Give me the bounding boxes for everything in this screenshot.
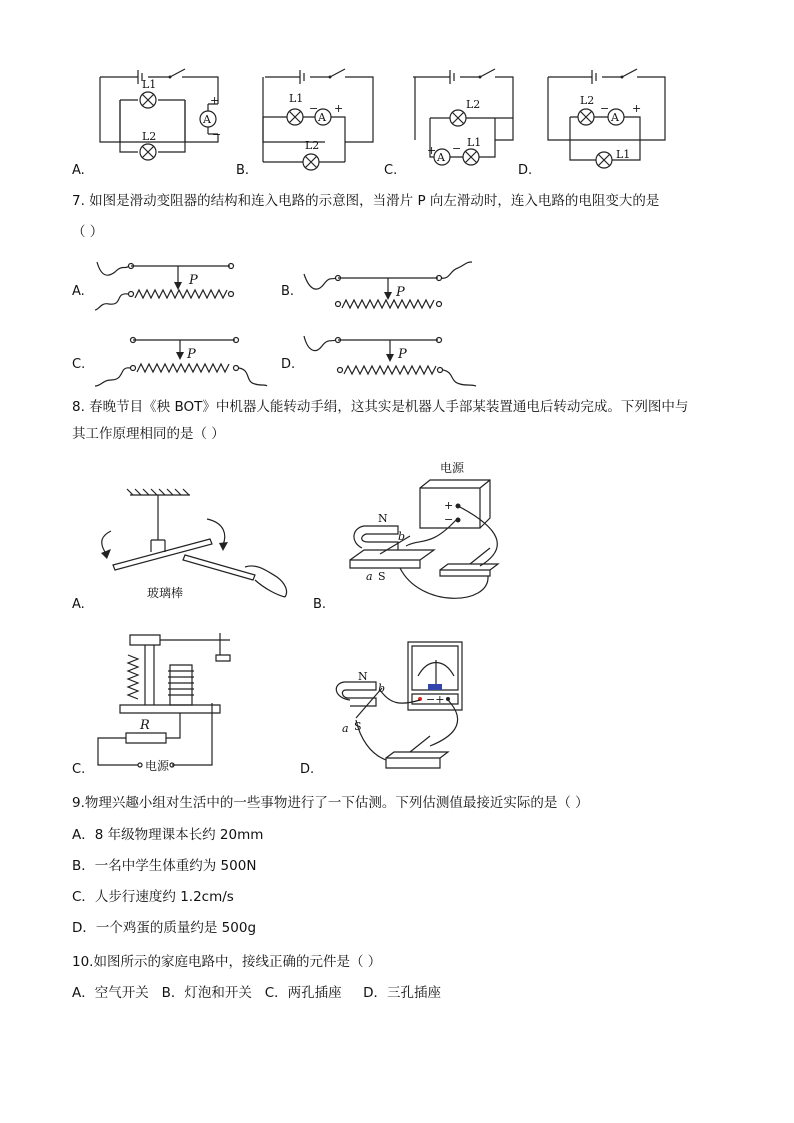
question-9-option-b: B．一名中学生体重约为 500N	[72, 858, 257, 874]
svg-text:−: −	[452, 142, 462, 155]
question-9-option-d: D．一个鸡蛋的质量约是 500g	[72, 920, 257, 936]
svg-text:L1: L1	[289, 92, 304, 105]
svg-text:+: +	[427, 144, 437, 157]
electromagnet-relay-figure	[90, 625, 250, 775]
svg-text:P: P	[187, 347, 196, 362]
circuit-diagram-c	[405, 62, 535, 172]
question-7-blank: （ ）	[72, 224, 104, 240]
svg-text:a: a	[342, 722, 349, 735]
svg-text:N: N	[378, 512, 388, 525]
svg-text:L2: L2	[466, 98, 481, 111]
galvanometer-figure	[320, 628, 500, 778]
svg-text:P: P	[396, 285, 405, 300]
rheostat-diagram-a	[95, 258, 255, 318]
question-7-text: 7. 如图是滑动变阻器的结构和连入电路的示意图，当滑片 P 向左滑动时，连入电路的电阻变大的是	[72, 193, 660, 209]
option-label: D.	[300, 762, 315, 777]
ammeter-symbol: A	[203, 113, 211, 126]
svg-text:−: −	[212, 128, 222, 141]
svg-text:b: b	[398, 530, 406, 543]
svg-text:+: +	[632, 102, 642, 115]
svg-text:A: A	[318, 111, 326, 124]
svg-text:A: A	[437, 151, 445, 164]
svg-text:−: −	[600, 102, 610, 115]
svg-text:+: +	[210, 94, 220, 107]
question-8-text-line2: 其工作原理相同的是（ ）	[72, 426, 225, 442]
magnet-rail-power-figure	[340, 458, 540, 608]
circuit-diagram-a	[90, 62, 220, 172]
svg-text:L1: L1	[467, 136, 482, 149]
question-10-text: 10.如图所示的家庭电路中，接线正确的元件是（ ）	[72, 954, 382, 970]
option-label: C.	[72, 357, 86, 372]
svg-text:+: +	[444, 499, 454, 512]
svg-text:P: P	[189, 273, 198, 288]
option-label: B.	[313, 597, 327, 612]
svg-text:N: N	[358, 670, 368, 683]
question-9-option-c: C．人步行速度约 1.2cm/s	[72, 889, 234, 905]
option-label: D.	[281, 357, 296, 372]
svg-text:电源: 电源	[145, 759, 170, 773]
svg-text:S: S	[378, 570, 386, 583]
option-label: C.	[72, 762, 86, 777]
svg-text:−+: −+	[426, 693, 445, 706]
lamp-label: L1	[142, 78, 157, 91]
svg-text:R: R	[140, 718, 150, 733]
svg-text:−: −	[444, 513, 454, 526]
option-label: D.	[518, 163, 533, 178]
svg-text:电源: 电源	[440, 461, 465, 475]
rheostat-diagram-b	[300, 258, 480, 318]
svg-text:L1: L1	[616, 148, 631, 161]
option-label: A.	[72, 163, 85, 178]
option-label: A.	[72, 597, 85, 612]
circuit-diagram-d	[540, 62, 670, 172]
question-10-options: A．空气开关 B．灯泡和开关 C．两孔插座 D．三孔插座	[72, 985, 442, 1001]
option-label: A.	[72, 284, 85, 299]
lamp-label: L2	[142, 130, 157, 143]
rheostat-diagram-c	[95, 330, 275, 390]
svg-text:−: −	[309, 102, 319, 115]
svg-text:L2: L2	[580, 94, 595, 107]
question-8-text: 8. 春晚节目《秧 BOT》中机器人能转动手绢，这其实是机器人手部某装置通电后转动完成。下列图中与	[72, 399, 689, 415]
glass-rod-figure	[85, 485, 305, 615]
question-9-text: 9.物理兴趣小组对生活中的一些事物进行了一下估测。下列估测值最接近实际的是（ ）	[72, 795, 589, 811]
svg-text:S: S	[354, 720, 362, 733]
svg-text:L2: L2	[305, 139, 320, 152]
svg-text:a: a	[366, 570, 373, 583]
option-label: B.	[281, 284, 295, 299]
svg-text:+: +	[334, 102, 344, 115]
question-9-option-a: A．8 年级物理课本长约 20mm	[72, 827, 264, 843]
option-label: B.	[236, 163, 250, 178]
svg-text:b: b	[378, 682, 386, 695]
option-label: C.	[384, 163, 398, 178]
svg-text:P: P	[398, 347, 407, 362]
rheostat-diagram-d	[300, 330, 480, 390]
circuit-diagram-b	[255, 62, 385, 172]
svg-text:A: A	[611, 111, 619, 124]
glass-rod-label: 玻璃棒	[147, 586, 184, 600]
